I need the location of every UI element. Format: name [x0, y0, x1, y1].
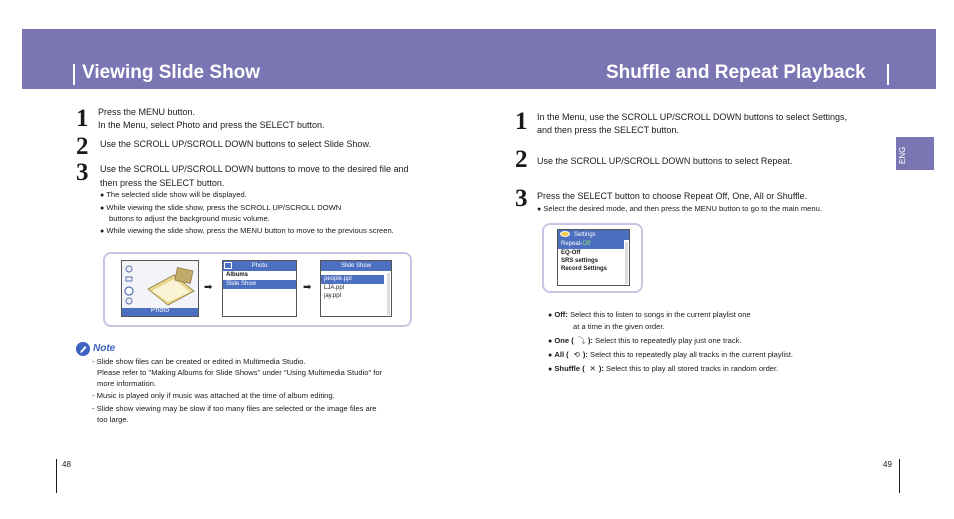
note-1-line-3: more information.	[97, 379, 157, 388]
left-step-1-line-1: Press the MENU button.	[98, 107, 196, 117]
photo-list-item-slide-show: Slide Show	[223, 280, 296, 289]
left-step-2-text: Use the SCROLL UP/SCROLL DOWN buttons to select Slide Show.	[100, 139, 371, 149]
photo-folder-icon	[224, 262, 232, 269]
photo-menu-label: Photo	[150, 307, 170, 314]
title-divider-left	[73, 64, 75, 85]
repeat-label: Repeat-	[561, 241, 583, 247]
left-bullet-2-line-1: While viewing the slide show, press the SCROLL UP/SCROLL DOWN	[106, 203, 342, 212]
left-page-title: Viewing Slide Show	[82, 62, 261, 83]
settings-item-repeat	[558, 240, 624, 249]
option-all-close: ):	[582, 350, 588, 359]
arrow-right-icon: ➡	[303, 282, 312, 293]
left-step-3-line-2: then press the SELECT button.	[100, 178, 225, 188]
left-step-3-line-1: Use the SCROLL UP/SCROLL DOWN buttons to move to the desired file and	[100, 164, 409, 174]
settings-header: Settings	[558, 230, 629, 240]
option-off-label: Off:	[554, 310, 568, 319]
note-2: - Music is played only if music was attached at the time of album editing.	[92, 391, 335, 400]
right-page-title: Shuffle and Repeat Playback	[606, 62, 866, 83]
note-3-line-2: too large.	[97, 415, 129, 424]
scrollbar	[625, 242, 628, 284]
option-shuffle	[548, 363, 778, 376]
photo-list-item-albums: Albums	[226, 272, 249, 278]
slide-show-item-jay: jay.ppl	[324, 293, 341, 299]
left-bullet-3	[100, 225, 394, 238]
slide-show-item-people: people.ppl	[321, 275, 384, 284]
bullet-icon: ●	[537, 206, 542, 213]
photo-list-header: Photo	[223, 261, 296, 271]
bullet-icon: ●	[548, 338, 553, 345]
option-one-text: Select this to repeatedly play just one track.	[595, 336, 742, 345]
option-shuffle-close: ):	[598, 364, 604, 373]
shuffle-icon: ✕	[589, 364, 597, 373]
option-all-label: All (	[554, 350, 569, 359]
left-step-1-number: 1	[76, 105, 89, 132]
right-step-3-number: 3	[515, 185, 528, 212]
option-off-line-2: at a time in the given order.	[573, 322, 665, 331]
option-one	[548, 335, 742, 348]
right-step-1-line-1: In the Menu, use the SCROLL UP/SCROLL DOWN buttons to select Settings,	[537, 112, 847, 122]
right-step-3-bullet-text: Select the desired mode, and then press the MENU button to go to the main menu.	[543, 204, 822, 213]
title-divider-right	[887, 64, 889, 85]
option-all-text: Select this to repeatedly play all tracks in the current playlist.	[590, 350, 794, 359]
note-title: Note	[93, 343, 116, 354]
settings-gear-icon	[560, 231, 570, 237]
bullet-icon: ●	[100, 205, 105, 212]
right-page-number: 49	[883, 460, 892, 469]
option-one-label: One (	[554, 336, 574, 345]
option-one-close: ):	[587, 336, 593, 345]
bullet-icon: ●	[548, 366, 553, 373]
bullet-icon: ●	[548, 352, 553, 359]
repeat-all-icon: ⟲	[573, 350, 581, 359]
slide-show-item-lja: LJA.ppl	[324, 285, 345, 291]
bullet-icon: ●	[100, 228, 105, 235]
slide-show-list-screen	[320, 260, 392, 317]
option-off-line-1: Select this to listen to songs in the current playlist one	[569, 310, 751, 319]
right-step-1-number: 1	[515, 108, 528, 135]
settings-screen	[557, 229, 630, 286]
arrow-right-icon: ➡	[204, 282, 213, 293]
right-step-1-line-2: and then press the SELECT button.	[537, 125, 679, 135]
settings-item-record: Record Settings	[561, 266, 608, 272]
left-step-2-number: 2	[76, 133, 89, 160]
left-bullet-3-text: While viewing the slide show, press the MENU button to move to the previous screen.	[106, 226, 394, 235]
option-shuffle-text: Select this to play all stored tracks in random order.	[606, 364, 779, 373]
left-bullet-2-line-2: buttons to adjust the background music volume.	[109, 214, 270, 223]
left-bullet-1-text: The selected slide show will be displayed.	[106, 190, 247, 199]
note-1-line-2: Please refer to "Making Albums for Slide Shows" under "Using Multimedia Studio" for	[97, 368, 383, 377]
right-step-3-text: Press the SELECT button to choose Repeat Off, One, All or Shuffle.	[537, 191, 808, 201]
scrollbar	[387, 273, 390, 315]
bullet-icon: ●	[548, 312, 553, 319]
left-page-number: 48	[62, 460, 71, 469]
left-step-1-line-2: In the Menu, select Photo and press the SELECT button.	[98, 120, 325, 130]
settings-item-srs: SRS settings	[561, 258, 599, 264]
language-tab-label: ENG	[898, 146, 907, 164]
repeat-one-icon: ⤵	[578, 336, 586, 345]
note-pencil-icon	[76, 342, 90, 356]
right-step-2-number: 2	[515, 146, 528, 173]
option-shuffle-label: Shuffle (	[554, 364, 585, 373]
option-all	[548, 349, 793, 362]
right-step-2-text: Use the SCROLL UP/SCROLL DOWN buttons to select Repeat.	[537, 156, 793, 166]
left-step-3-number: 3	[76, 159, 89, 186]
settings-item-eq: EQ-Off	[561, 250, 581, 256]
left-page-rule	[56, 459, 57, 493]
repeat-value: Off	[582, 241, 591, 247]
bullet-icon: ●	[100, 192, 105, 199]
photo-list-screen	[222, 260, 297, 317]
right-page-rule	[899, 459, 900, 493]
right-step-3-bullet	[537, 203, 822, 216]
left-bullet-1	[100, 189, 247, 202]
note-1-line-1: - Slide show files can be created or edited in Multimedia Studio.	[92, 357, 306, 366]
slide-show-list-header: Slide Show	[321, 261, 391, 271]
note-3-line-1: - Slide show viewing may be slow if too many files are selected or the image files are	[92, 404, 377, 413]
